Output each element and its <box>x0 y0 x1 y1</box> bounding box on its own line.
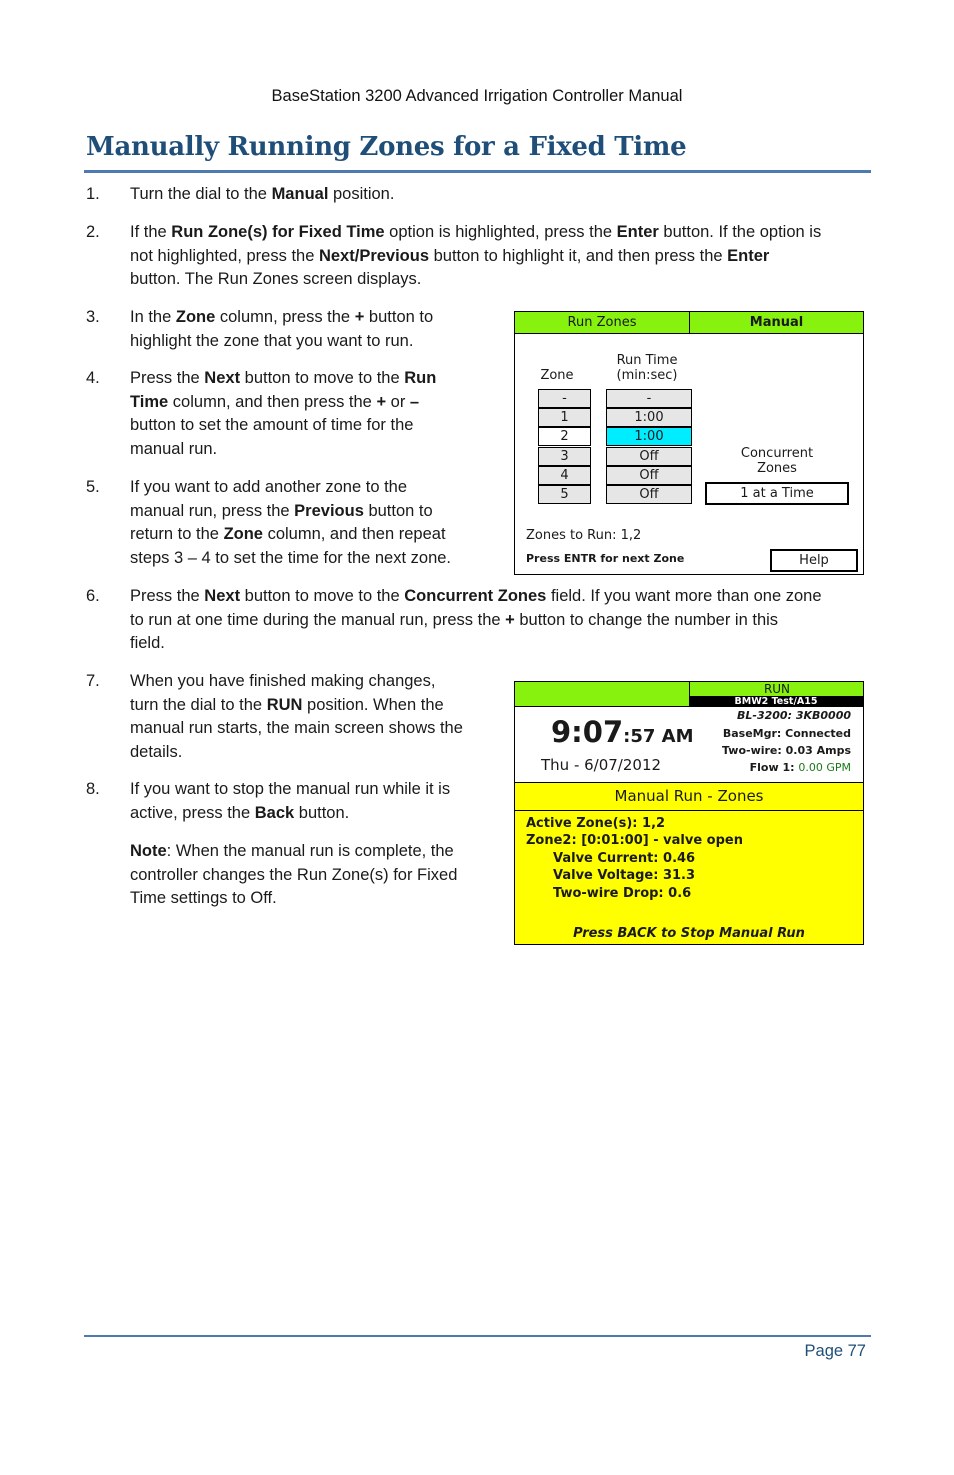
step-text <box>130 306 433 353</box>
twowire-drop-line: Two-wire Drop: 0.6 <box>553 886 692 901</box>
main-run-screen <box>514 681 864 945</box>
text-line: field. <box>130 634 165 653</box>
flow-label: Flow 1: <box>749 761 799 774</box>
step-text <box>130 585 822 656</box>
clock <box>551 715 694 749</box>
zone-cell[interactable]: 2 <box>538 427 591 446</box>
panel-title: Manual Run - Zones <box>515 782 863 811</box>
footer-rule <box>84 1335 871 1337</box>
zone-cell[interactable]: 5 <box>538 485 591 504</box>
text-line: When you have finished making changes, <box>130 672 436 690</box>
clock-seconds: :57 AM <box>623 726 694 747</box>
text-line: manual run. <box>130 439 218 458</box>
text-line: steps 3 – 4 to set the time for the next zone. <box>130 548 452 567</box>
text-line: Press the Next button to move to the Concurrent Zones field. If you want more than one zone <box>130 587 822 605</box>
valve-current-line: Valve Current: 0.46 <box>553 851 696 866</box>
run-time-cell[interactable]: Off <box>606 447 692 466</box>
text-line: Turn the dial to the Manual position. <box>130 185 395 203</box>
page-number: Page 77 <box>804 1342 866 1360</box>
zone-cell[interactable]: 3 <box>538 447 591 466</box>
screen-header-mode: Manual <box>690 312 863 334</box>
twowire-status: Two-wire: 0.03 Amps <box>722 744 851 757</box>
concurrent-zones-field[interactable]: 1 at a Time <box>705 482 849 505</box>
manual-run-panel <box>515 782 863 944</box>
step-text <box>130 221 821 292</box>
step-text <box>130 670 463 764</box>
step-number: 3. <box>86 308 100 326</box>
run-zones-screen <box>514 311 864 575</box>
text-line: Time settings to Off. <box>130 889 277 908</box>
text-line: If you want to add another zone to the <box>130 478 408 496</box>
step-text <box>130 778 450 825</box>
stop-hint: Press BACK to Stop Manual Run <box>573 926 805 941</box>
text-line: controller changes the Run Zone(s) for Fixed <box>130 865 458 884</box>
text-line: manual run starts, the main screen shows the <box>130 719 463 738</box>
text-line: details. <box>130 742 183 761</box>
text-line: Time column, and then press the + or – <box>130 392 420 411</box>
text-line: button. The Run Zones screen displays. <box>130 270 422 289</box>
text-line: highlight the zone that you want to run. <box>130 331 414 350</box>
step-text <box>130 476 451 570</box>
clock-hours-minutes: 9:07 <box>551 715 624 749</box>
concurrent-label-2: Zones <box>757 461 797 476</box>
text-line: active, press the Back button. <box>130 803 350 822</box>
step-number: 7. <box>86 672 100 690</box>
valve-voltage-line: Valve Voltage: 31.3 <box>553 868 696 883</box>
basemgr-status: BaseMgr: Connected <box>722 727 851 740</box>
zones-to-run-text: Zones to Run: 1,2 <box>526 528 642 543</box>
step-number: 6. <box>86 587 100 605</box>
help-button[interactable]: Help <box>770 549 858 572</box>
run-time-cell[interactable]: 1:00 <box>606 408 692 427</box>
mode-label: RUN <box>689 682 864 696</box>
step-text <box>130 367 436 461</box>
text-line: If the Run Zone(s) for Fixed Time option is highlighted, press the Enter button. If the option is <box>130 223 822 241</box>
run-time-label: Run Time <box>616 353 678 368</box>
text-line: If you want to stop the manual run while it is <box>130 780 451 798</box>
concurrent-label: Concurrent <box>740 446 814 461</box>
text-line: turn the dial to the RUN position. When the <box>130 695 444 714</box>
date-text: Thu - 6/07/2012 <box>541 756 662 774</box>
text-line: In the Zone column, press the + button to <box>130 308 434 326</box>
step-number: 5. <box>86 478 100 496</box>
text-line: manual run, press the Previous button to <box>130 501 433 520</box>
zone-status-line: Zone2: [0:01:00] - valve open <box>526 833 743 848</box>
running-header: BaseStation 3200 Advanced Irrigation Controller Manual <box>271 87 683 105</box>
flow-status <box>750 761 851 774</box>
step-text <box>130 183 394 207</box>
instruction-text: Press ENTR for next Zone <box>526 552 685 565</box>
step-number: 2. <box>86 223 100 241</box>
step-number: 1. <box>86 185 100 203</box>
run-time-units: (min:sec) <box>616 368 678 383</box>
step-number: 8. <box>86 780 100 798</box>
zone-cell[interactable]: - <box>538 389 591 408</box>
flow-value: 0.00 GPM <box>798 761 851 774</box>
text-line: to run at one time during the manual run, press the + button to change the number in this <box>130 610 779 629</box>
title-rule <box>84 170 871 173</box>
run-time-cell[interactable]: - <box>606 389 692 408</box>
zone-cell[interactable]: 1 <box>538 408 591 427</box>
serial-text: BL-3200: 3KB0000 <box>737 709 851 722</box>
text-line: button to set the amount of time for the <box>130 416 414 435</box>
run-time-cell[interactable]: Off <box>606 466 692 485</box>
text-line: return to the Zone column, and then repeat <box>130 525 446 544</box>
run-time-cell[interactable]: Off <box>606 485 692 504</box>
text-line: Note: When the manual run is complete, the <box>130 842 454 860</box>
text-line: Press the Next button to move to the Run <box>130 369 437 387</box>
screen-header-title: Run Zones <box>515 312 690 334</box>
note-paragraph <box>130 840 490 911</box>
controller-name: BMW2 Test/A15 <box>689 696 863 707</box>
zone-cell[interactable]: 4 <box>538 466 591 485</box>
zone-column-label: Zone <box>540 368 574 383</box>
run-time-cell[interactable]: 1:00 <box>606 427 692 446</box>
active-zones-line: Active Zone(s): 1,2 <box>526 816 666 831</box>
section-title: Manually Running Zones for a Fixed Time <box>86 132 687 162</box>
step-number: 4. <box>86 369 100 387</box>
text-line: not highlighted, press the Next/Previous button to highlight it, and then press the Enter <box>130 246 770 265</box>
